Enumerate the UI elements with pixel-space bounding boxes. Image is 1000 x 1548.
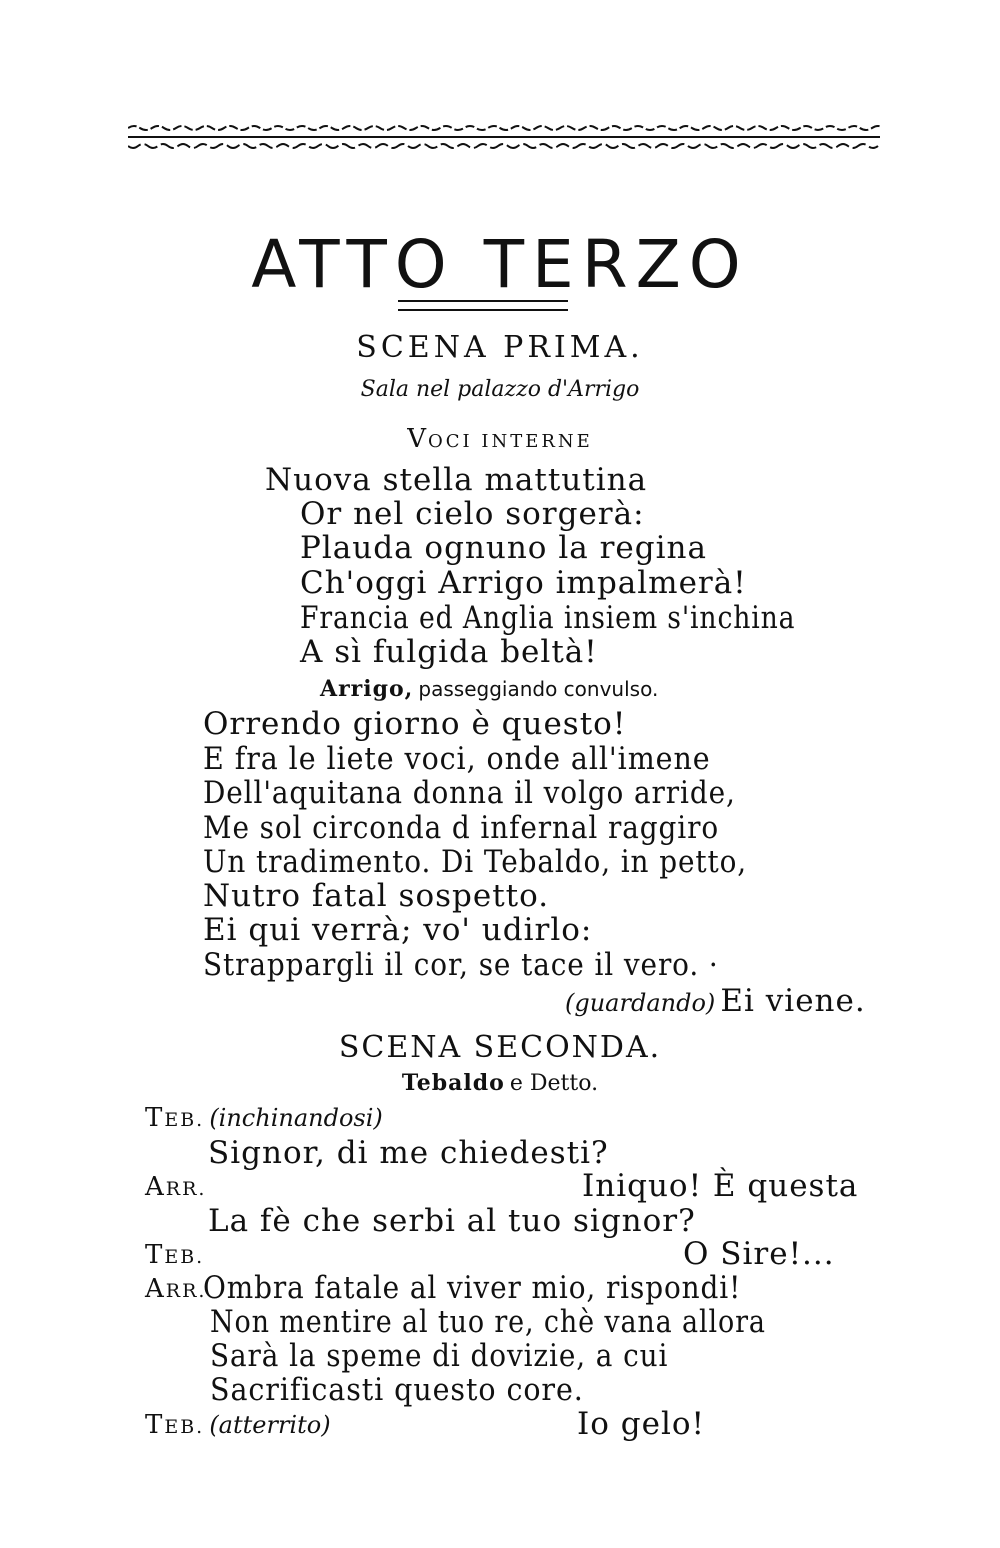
arr1-speaker [145, 1172, 206, 1202]
arr1-speaker-initial: A [145, 1172, 166, 1202]
arrigo-line-2 [203, 741, 755, 777]
scene-two-characters [0, 1070, 1000, 1096]
scene-one-setting: Sala nel palazzo d'Arrigo [360, 377, 640, 402]
arr1-line-a: Iniquo! È questa [582, 1168, 859, 1204]
teb3-speaker [145, 1410, 204, 1440]
teb2-line: O Sire!... [683, 1236, 835, 1272]
arr2-line-b [210, 1304, 849, 1340]
teb2-speaker-rest: EB. [164, 1246, 205, 1268]
voices-rest: OCI INTERNE [427, 431, 593, 452]
chorus-line-5-text: Francia ed Anglia insiem s'inchina [300, 600, 796, 636]
arrigo-name: Arrigo, [320, 676, 414, 702]
teb3-line: Io gelo! [577, 1406, 705, 1442]
teb1-cue [145, 1103, 383, 1133]
title-double-rule [398, 300, 568, 311]
final-direction: (guardando) [565, 989, 716, 1017]
teb3-cue [145, 1410, 331, 1440]
chorus-line-4: Ch'oggi Arrigo impalmerà! [300, 565, 747, 601]
arrigo-final [565, 983, 866, 1019]
arr2-speaker-initial: A [145, 1274, 166, 1304]
chorus-line-6: A sì fulgida beltà! [300, 634, 598, 670]
arr2-line-a [203, 1270, 801, 1306]
arr2-line-d [210, 1372, 616, 1408]
arrigo-line-4 [203, 810, 776, 846]
teb3-direction: (atterrito) [209, 1411, 331, 1439]
teb3-speaker-rest: EB. [164, 1416, 205, 1438]
characters-rest: e Detto. [509, 1071, 599, 1096]
arr2-line-b-text: Non mentire al tuo re, chè vana allora [210, 1304, 766, 1340]
arrigo-line-8 [203, 947, 776, 983]
arrigo-line-2-text: E fra le liete voci, onde all'imene [203, 741, 711, 777]
arrigo-cue [320, 676, 658, 702]
teb1-direction: (inchinandosi) [209, 1104, 383, 1132]
arr2-line-c-text: Sarà la speme di dovizie, a cui [210, 1338, 669, 1374]
scene-two-heading: SCENA SECONDA. [338, 1030, 662, 1065]
arr2-line-c [210, 1338, 719, 1374]
arrigo-line-5 [203, 844, 808, 880]
arr2-speaker-rest: RR. [165, 1280, 207, 1302]
chorus-line-3: Plauda ognuno la regina [300, 530, 707, 566]
ornament-rule-top [128, 124, 880, 132]
arrigo-line-5-text: Un tradimento. Di Tebaldo, in petto, [203, 844, 748, 880]
chorus-line-2: Or nel cielo sorgerà: [300, 496, 645, 532]
tebaldo-name: Tebaldo [401, 1070, 505, 1096]
chorus-line-5 [300, 600, 876, 636]
arrigo-line-8-text: Strappargli il cor, se tace il vero. · [203, 947, 719, 983]
arrigo-line-4-text: Me sol circonda d infernal raggiro [203, 810, 720, 846]
teb1-speaker-initial: T [145, 1103, 165, 1133]
arr2-speaker [145, 1274, 206, 1304]
chorus-line-1: Nuova stella mattutina [265, 462, 648, 498]
teb1-speaker-rest: EB. [164, 1109, 205, 1131]
teb1-line: Signor, di me chiedesti? [208, 1135, 609, 1171]
arrigo-line-3-text: Dell'aquitana donna il volgo arride, [203, 775, 736, 811]
arr1-line-b: La fè che serbi al tuo signor? [208, 1203, 696, 1239]
teb2-speaker [145, 1240, 204, 1270]
final-line: Ei viene. [720, 983, 866, 1019]
ornament-rule-bottom [128, 142, 880, 150]
voices-initial: V [407, 424, 428, 454]
arrigo-line-7: Ei qui verrà; vo' udirlo: [203, 912, 593, 948]
arrigo-direction: passeggiando convulso. [418, 677, 659, 701]
teb1-speaker [145, 1103, 204, 1133]
teb2-speaker-initial: T [145, 1240, 165, 1270]
arr2-line-d-text: Sacrificasti questo core. [210, 1372, 584, 1408]
act-title: ATTO TERZO [251, 226, 749, 303]
arrigo-line-3 [203, 775, 795, 811]
voices-heading [0, 424, 1000, 454]
scene-one-heading: SCENA PRIMA. [356, 330, 644, 365]
arrigo-line-6: Nutro fatal sospetto. [203, 878, 550, 914]
teb3-speaker-initial: T [145, 1410, 165, 1440]
arr2-line-a-text: Ombra fatale al viver mio, rispondi! [203, 1270, 742, 1306]
arrigo-line-1: Orrendo giorno è questo! [203, 706, 627, 742]
arr1-speaker-rest: RR. [165, 1178, 207, 1200]
